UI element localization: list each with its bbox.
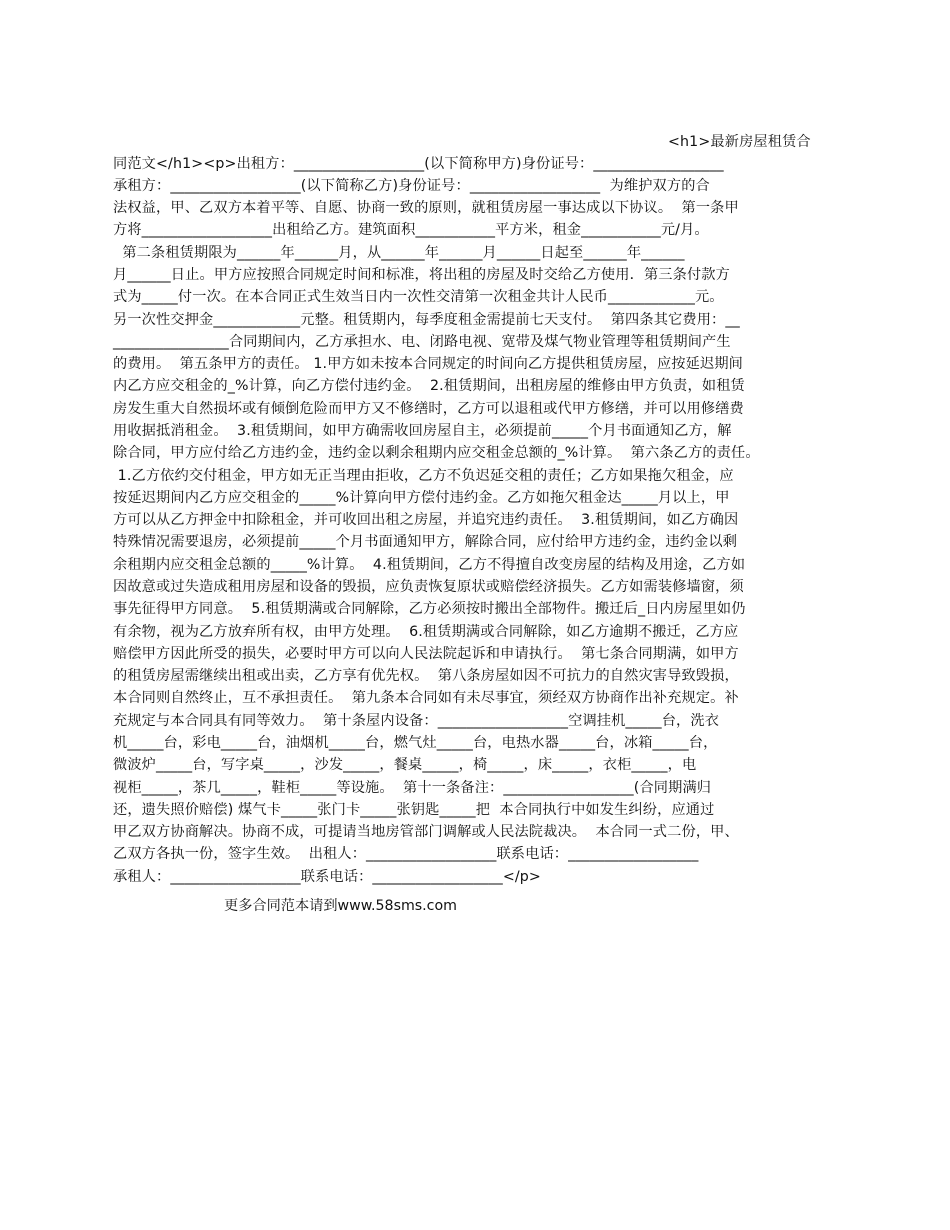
text-line-18: 方可以从乙方押金中扣除租金，并可收回出租之房屋，并追究违约责任。 3.租赁期间，如乙方确因 bbox=[113, 512, 739, 528]
text-line-32: 甲乙双方协商解决。协商不成，可提请当地房管部门调解或人民法院裁决。 本合同一式二份，甲、 bbox=[113, 824, 739, 840]
text-line-8: 式为_____付一次。在本合同正式生效当日内一次性交清第一次租金共计人民币____________元。 bbox=[113, 289, 724, 305]
text-line-12: 内乙方应交租金的_%计算，向乙方偿付违约金。 2.租赁期间，出租房屋的维修由甲方负责，如租赁 bbox=[113, 378, 745, 394]
text-line-20: 余租期内应交租金总额的_____%计算。 4.租赁期间，乙方不得擅自改变房屋的结构及用途，乙方如 bbox=[113, 557, 746, 573]
text-line-27: 充规定与本合同具有同等效力。 第十条屋内设备：__________________空调挂机_____台，洗衣 bbox=[113, 713, 720, 729]
text-line-30: 视柜_____，茶几_____，鞋柜_____等设施。 第十一条备注：__________________(合同期满归 bbox=[113, 780, 712, 796]
text-line-6: 第二条租赁期限为______年______月，从______年______月______日起至______年______ bbox=[113, 245, 685, 261]
text-line-11: 的费用。 第五条甲方的责任。 1.甲方如未按本合同规定的时间向乙方提供租赁房屋，应按延迟期间 bbox=[113, 356, 743, 372]
text-line-34: 承租人：__________________联系电话：__________________</p> bbox=[113, 869, 541, 885]
text-line-7: 月______日止。甲方应按照合同规定时间和标准，将出租的房屋及时交给乙方使用．第三条付款方 bbox=[113, 267, 730, 283]
text-line-31: 还，遗失照价赔偿) 煤气卡_____张门卡_____张钥匙_____把 本合同执行中如发生纠纷，应通过 bbox=[113, 802, 715, 818]
text-line-1: <h1>最新房屋租赁合 bbox=[668, 134, 811, 150]
text-line-5: 方将__________________出租给乙方。建筑面积___________平方米，租金___________元/月。 bbox=[113, 222, 709, 238]
text-line-17: 按延迟期间内乙方应交租金的_____%计算向甲方偿付违约金。乙方如拖欠租金达_____月以上，甲 bbox=[113, 490, 730, 506]
text-line-23: 有余物，视为乙方放弃所有权，由甲方处理。 6.租赁期满或合同解除，如乙方逾期不搬迁，乙方应 bbox=[113, 624, 739, 640]
text-line-26: 本合同则自然终止，互不承担责任。 第九条本合同如有未尽事宜，须经双方协商作出补充规定。补 bbox=[113, 690, 739, 706]
text-line-28: 机_____台，彩电_____台，油烟机_____台，燃气灶_____台，电热水器_____台，冰箱_____台， bbox=[113, 735, 718, 751]
text-line-15: 除合同，甲方应付给乙方违约金，违约金以剩余租期内应交租金总额的_%计算。 第六条乙方的责任。 bbox=[113, 445, 760, 461]
text-line-25: 的租赁房屋需继续出租或出卖，乙方享有优先权。 第八条房屋如因不可抗力的自然灾害导致毁损， bbox=[113, 668, 739, 684]
text-line-14: 用收据抵消租金。 3.租赁期间，如甲方确需收回房屋自主，必须提前_____个月书面通知乙方，解 bbox=[113, 423, 732, 439]
text-line-16: 1.乙方依约交付租金，甲方如无正当理由拒收，乙方不负迟延交租的责任；乙方如果拖欠租金，应 bbox=[113, 468, 734, 484]
text-line-22: 事先征得甲方同意。 5.租赁期满或合同解除，乙方必须按时搬出全部物件。搬迁后_日内房屋里如仍 bbox=[113, 601, 746, 617]
text-line-13: 房发生重大自然损坏或有倾倒危险而甲方又不修缮时，乙方可以退租或代甲方修缮，并可以用修缮费 bbox=[113, 401, 744, 417]
footer-website-note: 更多合同范本请到www.58sms.com bbox=[224, 898, 457, 914]
text-line-19: 特殊情况需要退房，必须提前_____个月书面通知甲方，解除合同，应付给甲方违约金，违约金以剩 bbox=[113, 534, 738, 550]
text-line-2: 同范文</h1><p>出租方：__________________(以下简称甲方)身份证号：__________________ bbox=[113, 156, 724, 172]
text-line-24: 赔偿甲方因此所受的损失，必要时甲方可以向人民法院起诉和申请执行。 第七条合同期满，如甲方 bbox=[113, 646, 739, 662]
text-line-9: 另一次性交押金____________元整。租赁期内，每季度租金需提前七天支付。 第四条其它费用：__ bbox=[113, 312, 740, 328]
text-line-3: 承租方：__________________(以下简称乙方)身份证号：__________________ 为维护双方的合 bbox=[113, 178, 710, 194]
text-line-33: 乙双方各执一份，签字生效。 出租人：__________________联系电话：__________________ bbox=[113, 846, 699, 862]
text-line-21: 因故意或过失造成租用房屋和设备的毁损，应负责恢复原状或赔偿经济损失。乙方如需装修墙窗，须 bbox=[113, 579, 744, 595]
text-line-10: ________________合同期间内，乙方承担水、电、闭路电视、宽带及煤气物业管理等租赁期间产生 bbox=[113, 334, 731, 350]
text-line-29: 微波炉_____台，写字桌_____，沙发_____，餐桌_____，椅_____，床_____，衣柜_____，电 bbox=[113, 757, 697, 773]
text-line-4: 法权益，甲、乙双方本着平等、自愿、协商一致的原则，就租赁房屋一事达成以下协议。 第一条甲 bbox=[113, 200, 739, 216]
